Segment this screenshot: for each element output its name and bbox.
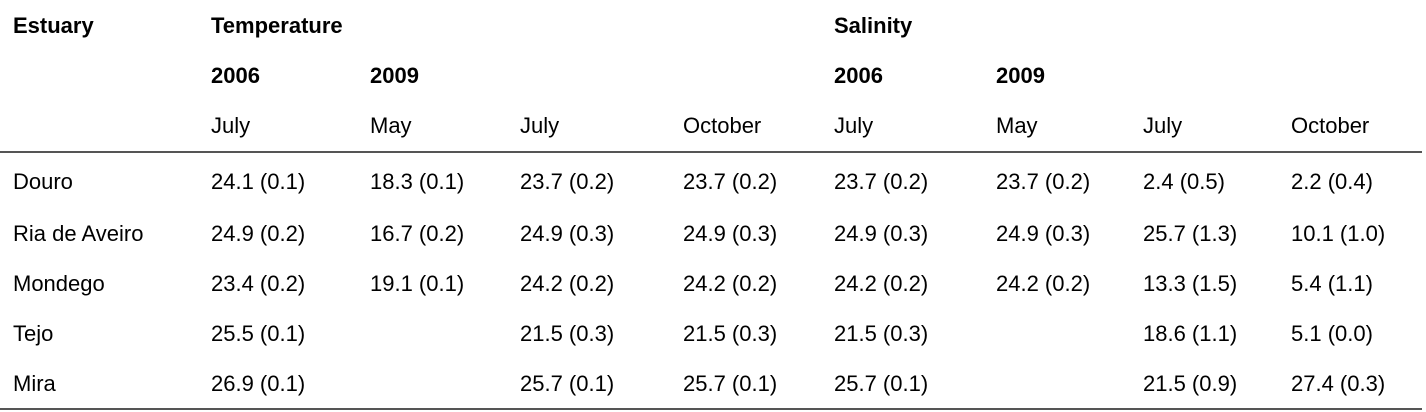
table-cell: 18.6 (1.1) [1143, 321, 1238, 346]
header-salinity: Salinity [834, 13, 913, 38]
header-cell [983, 0, 1130, 51]
header-cell [1278, 0, 1422, 51]
table-cell: 26.9 (0.1) [198, 359, 357, 409]
header-estuary: Estuary [13, 13, 94, 38]
header-year: 2006 [211, 63, 260, 88]
table-cell: 24.2 (0.2) [834, 271, 929, 296]
table-cell: 27.4 (0.3) [1278, 359, 1422, 409]
header-month: July [198, 101, 357, 152]
estuary-name: Mondego [13, 271, 105, 296]
header-group-row [0, 0, 1422, 51]
table-cell: 13.3 (1.5) [1143, 271, 1238, 296]
table-cell: 24.9 (0.3) [996, 221, 1091, 246]
estuary-name: Mira [0, 359, 198, 409]
table-cell: 25.7 (0.1) [821, 359, 983, 409]
table-cell: 24.2 (0.2) [683, 271, 778, 296]
table-cell [357, 359, 507, 409]
table-cell: 23.7 (0.2) [834, 169, 929, 194]
table-cell: 23.7 (0.2) [996, 169, 1091, 194]
table-cell: 23.7 (0.2) [683, 169, 778, 194]
table-cell [983, 309, 1130, 359]
table-cell: 23.7 (0.2) [520, 169, 615, 194]
table-cell: 24.2 (0.2) [520, 271, 615, 296]
header-cell [670, 0, 821, 51]
table-cell: 19.1 (0.1) [370, 271, 465, 296]
table-cell: 21.5 (0.3) [834, 321, 929, 346]
header-month: July [821, 101, 983, 152]
header-month: October [1278, 101, 1422, 152]
table-row [0, 309, 1422, 359]
table-cell: 10.1 (1.0) [1291, 221, 1386, 246]
table-cell: 24.9 (0.3) [834, 221, 929, 246]
table-cell: 23.4 (0.2) [211, 271, 306, 296]
header-cell [507, 51, 670, 101]
header-cell [670, 51, 821, 101]
table-cell: 24.1 (0.1) [211, 169, 306, 194]
header-month: May [357, 101, 507, 152]
table-row [0, 259, 1422, 309]
table-cell: 24.9 (0.3) [520, 221, 615, 246]
table-cell: 21.5 (0.3) [683, 321, 778, 346]
table-cell: 25.7 (0.1) [507, 359, 670, 409]
header-cell [1278, 51, 1422, 101]
header-year: 2009 [370, 63, 419, 88]
table-cell: 18.3 (0.1) [370, 169, 465, 194]
header-month: October [670, 101, 821, 152]
table-row [0, 359, 1422, 409]
table-cell: 24.9 (0.2) [211, 221, 306, 246]
header-month: July [1130, 101, 1278, 152]
header-cell [0, 51, 198, 101]
table-cell: 25.7 (1.3) [1143, 221, 1238, 246]
estuary-name: Ria de Aveiro [13, 221, 144, 246]
header-temperature: Temperature [211, 13, 343, 38]
table-cell: 5.1 (0.0) [1291, 321, 1373, 346]
header-cell [507, 0, 670, 51]
estuary-name: Douro [13, 169, 73, 194]
header-year: 2006 [834, 63, 883, 88]
header-month: July [507, 101, 670, 152]
table-cell: 16.7 (0.2) [370, 221, 465, 246]
estuary-name: Tejo [13, 321, 54, 346]
table-cell: 2.4 (0.5) [1143, 169, 1225, 194]
table-cell: 2.2 (0.4) [1291, 169, 1373, 194]
header-month: May [983, 101, 1130, 152]
header-month-row [0, 101, 1422, 152]
table-cell [983, 359, 1130, 409]
header-cell [357, 0, 507, 51]
table-cell: 24.2 (0.2) [996, 271, 1091, 296]
table-cell: 21.5 (0.9) [1130, 359, 1278, 409]
header-cell [0, 101, 198, 152]
table-cell: 5.4 (1.1) [1291, 271, 1373, 296]
table-cell [357, 309, 507, 359]
table-cell: 24.9 (0.3) [683, 221, 778, 246]
table-row [0, 152, 1422, 209]
header-year-row [0, 51, 1422, 101]
table-row [0, 209, 1422, 259]
table-cell: 25.5 (0.1) [211, 321, 306, 346]
table-cell: 25.7 (0.1) [670, 359, 821, 409]
header-cell [1130, 51, 1278, 101]
table-cell: 21.5 (0.3) [520, 321, 615, 346]
header-year: 2009 [996, 63, 1045, 88]
header-cell [1130, 0, 1278, 51]
